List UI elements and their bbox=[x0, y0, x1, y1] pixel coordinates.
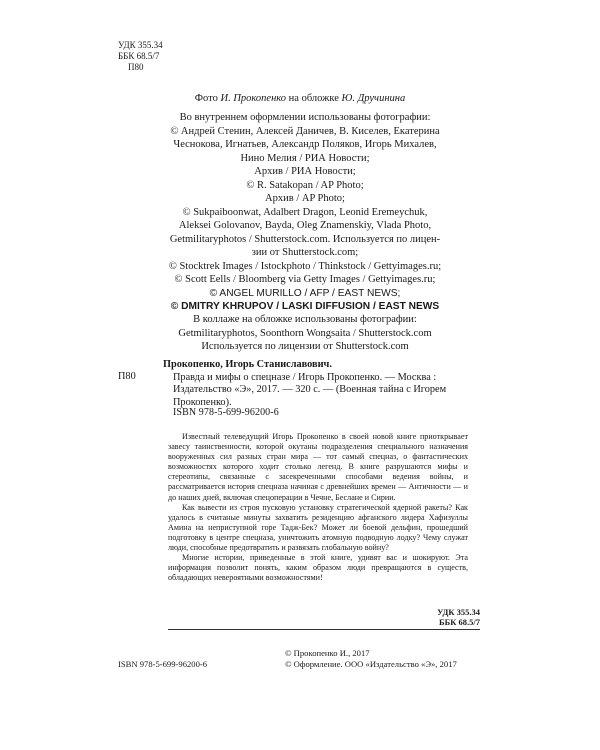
credits-line: © R. Satakopan / AP Photo; bbox=[246, 179, 364, 191]
credits-line: © Sukpaiboonwat, Adalbert Dragon, Leonid Eremeychuk, bbox=[182, 206, 428, 218]
entry-author: Прокопенко, Игорь Станиславович. bbox=[163, 359, 332, 370]
copyright-block bbox=[285, 648, 457, 670]
credits-line: © DMITRY KHRUPOV / LASKI DIFFUSION / EAST NEWS bbox=[170, 301, 440, 312]
bottom-udk: УДК 355.34 bbox=[437, 607, 480, 617]
author-copyright: © Прокопенко И., 2017 bbox=[285, 648, 370, 658]
udk-code: УДК 355.34 bbox=[118, 40, 163, 50]
collage-heading: В коллаже на обложке использованы фотографии: bbox=[193, 314, 417, 325]
annotation-paragraph: Многие истории, приведенные в этой книге, удивят вас и шокируют. Эта информация позволит понять, каким образом люди превращаются в существ, обладающих невероятными возможностями! bbox=[168, 553, 468, 583]
credits-line: Чеснокова, Игнатьев, Александр Поляков, Игорь Михалев, bbox=[173, 139, 437, 150]
credits-heading: Во внутреннем оформлении использованы фотографии: bbox=[179, 112, 431, 123]
annotation-paragraph: Как вывести из строя пусковую установку стратегической ядерной ракеты? Как удалось в считаные минуты захватить резиденцию афганского лидера Хафизуллы Амина на неприступной горе Тадж-Бек? Может ли боевой дельфин, прошедший подготовку в центре спецназа, уничтожить атомную подводную лодку? Чему служат люди, способные предотвратить и развязать глобальную войну? bbox=[168, 502, 468, 553]
credits-line: Getmilitaryphotos / Shutterstock.com. Используется по лицен- bbox=[169, 233, 441, 245]
cover-designer: Ю. Дручинина bbox=[341, 93, 406, 104]
cover-photographer: И. Прокопенко bbox=[220, 93, 287, 104]
credits-line: Архив / AP Photo; bbox=[265, 193, 345, 204]
isbn-bottom: ISBN 978-5-699-96200-6 bbox=[118, 659, 208, 669]
collage-photo-credits bbox=[150, 313, 460, 354]
credits-line: © Stocktrek Images / Istockphoto / Thinkstock / Gettyimages.ru; bbox=[168, 260, 442, 272]
divider bbox=[168, 629, 480, 630]
author-sign: П80 bbox=[128, 62, 144, 72]
entry-isbn: ISBN 978-5-699-96200-6 bbox=[173, 407, 279, 418]
credits-line: Aleksei Golovanov, Bayda, Oleg Znamenskiy, Vlada Photo, bbox=[178, 220, 432, 231]
bbk-code: ББК 68.5/7 bbox=[118, 51, 160, 61]
bottom-classification bbox=[430, 607, 480, 627]
classification-block bbox=[118, 40, 163, 73]
entry-description: Правда и мифы о спецназе / Игорь Прокопенко. — Москва : Издательство «Э», 2017. — 320 с. — (Военная тайна с Игорем Прокопенко). bbox=[173, 371, 447, 408]
collage-line: Getmilitaryphotos, Soonthorn Wongsaita / Shutterstock.com bbox=[178, 327, 432, 339]
cover-photo-prefix: Фото bbox=[194, 93, 221, 104]
cover-photo-credit bbox=[0, 93, 600, 104]
cover-photo-middle: на обложке bbox=[286, 93, 342, 104]
bottom-bbk: ББК 68.5/7 bbox=[438, 617, 480, 627]
interior-photo-credits bbox=[150, 111, 460, 314]
credits-line: зии от Shutterstock.com; bbox=[251, 247, 359, 258]
annotation-paragraph: Известный телеведущий Игорь Прокопенко в своей новой книге приоткрывает завесу таинственности, которой окутаны подразделения специального назначения вооруженных сил разных стран мира — тот самый спецназ, о фантастических возможностях которого ходит столько легенд. В книге разрушаются мифы и стереотипы, связанные с засекреченными способами ведения войны, и рассматривается история спецназа начиная с древнейших времен — Античности — и до наших дней, включая спецоперации в Чечне, Беслане и Сирии. bbox=[168, 432, 468, 502]
annotation bbox=[168, 432, 468, 583]
design-copyright: © Оформление. ООО «Издательство «Э», 2017 bbox=[285, 659, 457, 669]
credits-line: Нино Мелия / РИА Новости; bbox=[240, 152, 370, 164]
credits-line: Архив / РИА Новости; bbox=[254, 166, 356, 177]
credits-line: © ANGEL MURILLO / AFP / EAST NEWS; bbox=[209, 287, 401, 299]
bibliographic-entry bbox=[163, 359, 483, 409]
entry-author-sign: П80 bbox=[118, 371, 136, 382]
credits-line: © Scott Eells / Bloomberg via Getty Images / Gettyimages.ru; bbox=[174, 274, 436, 285]
collage-line: Используется по лицензии от Shutterstock.com bbox=[201, 341, 409, 352]
credits-line: © Андрей Стенин, Алексей Даничев, В. Киселев, Екатерина bbox=[170, 125, 440, 137]
